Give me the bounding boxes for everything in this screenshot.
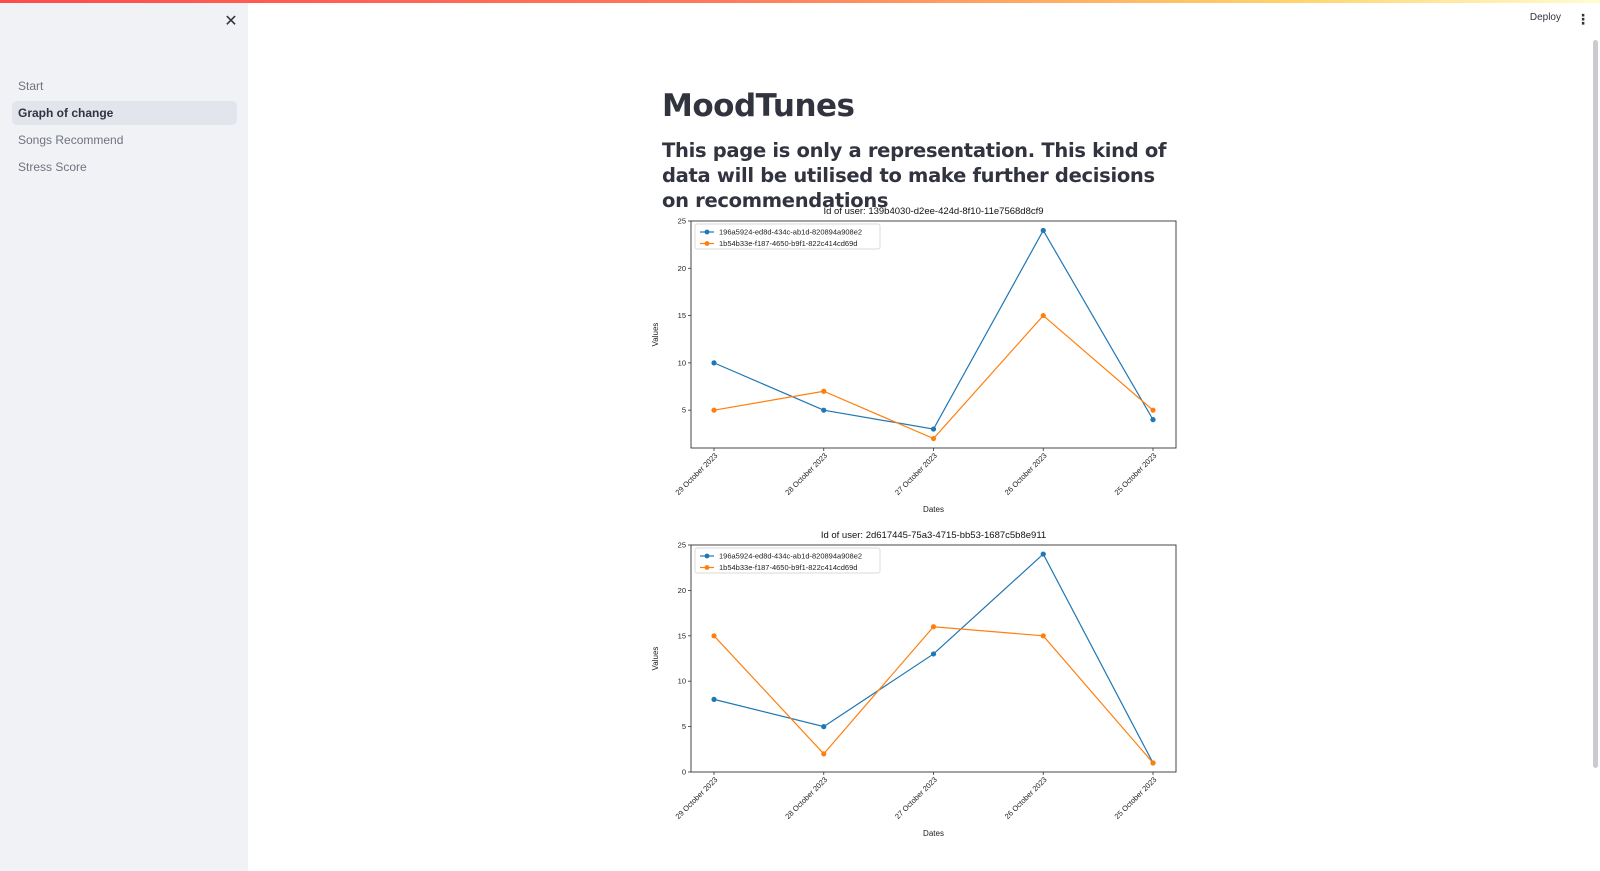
data-point — [931, 624, 936, 629]
data-point — [931, 436, 936, 441]
more-vertical-icon[interactable]: ⋮ — [1576, 10, 1590, 27]
y-tick-label: 10 — [677, 358, 686, 368]
x-tick-label: 28 October 2023 — [783, 775, 830, 821]
legend-marker — [705, 241, 710, 246]
sidebar-item-graph-of-change[interactable]: Graph of change — [12, 101, 237, 125]
y-tick-label: 20 — [677, 585, 686, 595]
chart-user-2 — [648, 530, 1188, 840]
sidebar — [0, 0, 248, 871]
sidebar-nav — [12, 74, 237, 182]
y-tick-label: 10 — [677, 676, 686, 686]
legend-label: 1b54b33e-f187-4650-b9f1-822c414cd69d — [719, 239, 858, 249]
legend-marker — [705, 554, 710, 559]
main-content — [662, 80, 1202, 213]
sidebar-item-songs-recommend[interactable]: Songs Recommend — [18, 133, 124, 147]
y-tick-label: 15 — [677, 631, 686, 641]
legend-label: 196a5924-ed8d-434c-ab1d-820894a908e2 — [719, 551, 863, 561]
data-point — [821, 724, 826, 729]
data-point — [931, 651, 936, 656]
sidebar-item-start[interactable]: Start — [18, 79, 44, 93]
legend-label: 196a5924-ed8d-434c-ab1d-820894a908e2 — [719, 227, 863, 237]
y-tick-label: 25 — [677, 216, 686, 226]
x-tick-label: 26 October 2023 — [1002, 451, 1049, 497]
data-point — [711, 697, 716, 702]
data-point — [821, 389, 826, 394]
series-line-1 — [714, 551, 1153, 763]
scrollbar[interactable] — [1593, 40, 1598, 768]
line-chart-user-1 — [648, 206, 1188, 516]
data-point — [711, 360, 716, 365]
data-point — [711, 408, 716, 413]
deploy-button[interactable]: Deploy — [1529, 12, 1561, 23]
legend-label: 1b54b33e-f187-4650-b9f1-822c414cd69d — [719, 563, 858, 573]
y-tick-label: 0 — [681, 767, 686, 777]
legend-marker — [705, 230, 710, 235]
data-point — [1150, 417, 1155, 422]
y-axis-label: Values — [651, 322, 660, 347]
x-tick-label: 25 October 2023 — [1112, 451, 1159, 497]
data-point — [821, 751, 826, 756]
legend — [695, 548, 880, 573]
close-icon[interactable]: ✕ — [224, 13, 238, 30]
page-subtitle: This page is only a representation. This kind of data will be utilised to make further decisions on recommendations — [662, 139, 1167, 212]
x-axis-label: Dates — [923, 829, 944, 838]
y-tick-label: 20 — [677, 263, 686, 273]
legend-marker — [705, 565, 710, 570]
y-tick-label: 15 — [677, 311, 686, 321]
line-chart-user-2 — [648, 530, 1188, 840]
y-tick-label: 5 — [681, 722, 686, 732]
plot-frame — [691, 545, 1176, 772]
series-line-2 — [714, 316, 1153, 439]
data-point — [1041, 313, 1046, 318]
series-line-2 — [714, 627, 1153, 763]
data-point — [1150, 408, 1155, 413]
x-axis-label: Dates — [923, 505, 944, 514]
sidebar-item-stress-score[interactable]: Stress Score — [18, 160, 87, 174]
x-tick-label: 25 October 2023 — [1112, 775, 1159, 821]
legend — [695, 224, 880, 249]
x-tick-label: 29 October 2023 — [673, 775, 720, 821]
chart-title: Id of user: 2d617445-75a3-4715-bb53-1687c5b8e911 — [820, 530, 1047, 541]
top-accent-bar — [0, 0, 1600, 3]
y-axis-label: Values — [651, 646, 660, 671]
page-title: MoodTunes — [662, 88, 855, 124]
chart-title: Id of user: 139b4030-d2ee-424d-8f10-11e7568d8cf9 — [823, 206, 1044, 217]
data-point — [711, 633, 716, 638]
data-point — [1041, 228, 1046, 233]
data-point — [821, 408, 826, 413]
data-point — [1041, 551, 1046, 556]
chart-user-1 — [648, 206, 1188, 516]
data-point — [1150, 760, 1155, 765]
y-tick-label: 5 — [681, 405, 686, 415]
data-point — [931, 426, 936, 431]
data-point — [1041, 633, 1046, 638]
y-tick-label: 25 — [677, 540, 686, 550]
x-tick-label: 27 October 2023 — [893, 775, 939, 821]
x-tick-label: 26 October 2023 — [1002, 775, 1049, 821]
x-tick-label: 27 October 2023 — [893, 451, 939, 497]
x-tick-label: 28 October 2023 — [783, 451, 830, 497]
x-tick-label: 29 October 2023 — [673, 451, 720, 497]
